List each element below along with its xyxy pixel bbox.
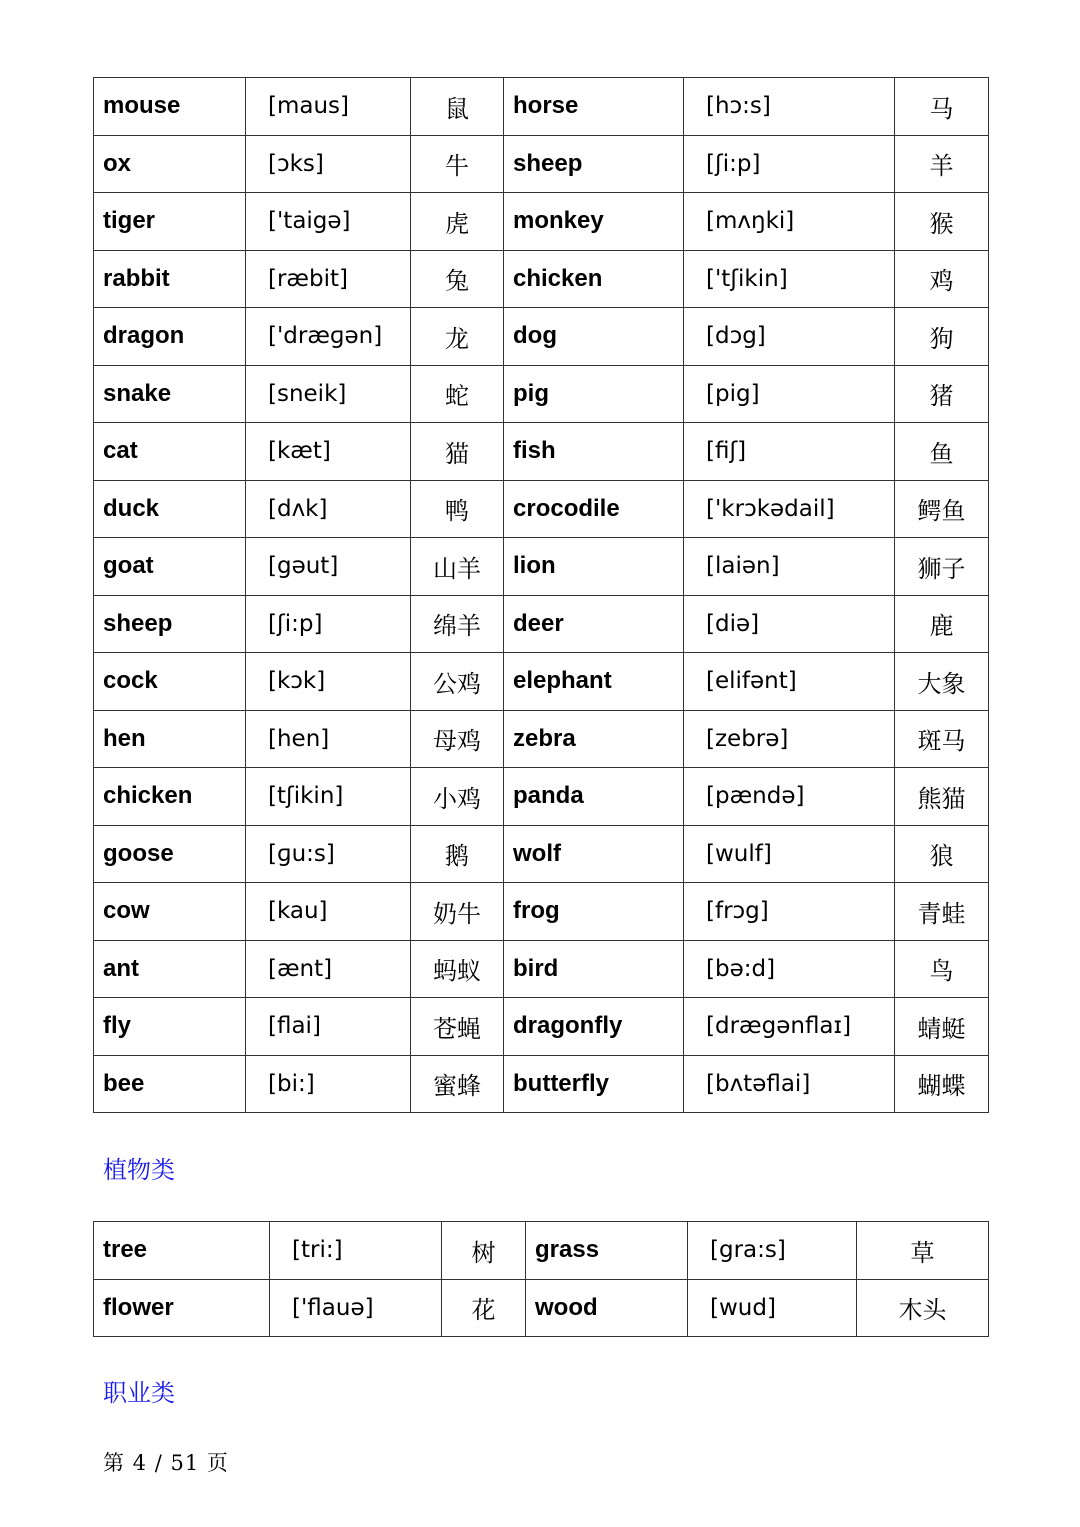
entry-ipa-cell: ['dræɡən] [246, 308, 411, 366]
entry-cn-cell: 蛇 [411, 365, 504, 423]
entry-cn-cell: 树 [442, 1222, 526, 1280]
table-row [94, 308, 989, 366]
entry-cn-cell: 草 [857, 1222, 989, 1280]
entry-cn-cell: 蜻蜓 [895, 998, 989, 1056]
table-row [94, 365, 989, 423]
entry-ipa-cell: [bə:d] [684, 940, 895, 998]
entry-word-cell: goat [94, 538, 246, 596]
entry-cn-cell: 花 [442, 1279, 526, 1337]
entry-cn-cell: 猪 [895, 365, 989, 423]
entry-ipa-cell: [bi:] [246, 1055, 411, 1113]
entry-cn-cell: 山羊 [411, 538, 504, 596]
entry-cn-cell: 狗 [895, 308, 989, 366]
table-row [94, 78, 989, 136]
entry-ipa-cell: ['flauə] [270, 1279, 442, 1337]
entry-cn-cell: 鸭 [411, 480, 504, 538]
table-row [94, 480, 989, 538]
table-row [94, 998, 989, 1056]
entry-cn-cell: 小鸡 [411, 768, 504, 826]
entry-word-cell: horse [504, 78, 684, 136]
entry-cn-cell: 苍蝇 [411, 998, 504, 1056]
table-row [94, 1279, 989, 1337]
entry-ipa-cell: [gəut] [246, 538, 411, 596]
entry-ipa-cell: [tri:] [270, 1222, 442, 1280]
entry-word-cell: dog [504, 308, 684, 366]
entry-word-cell: bee [94, 1055, 246, 1113]
entry-ipa-cell: [hen] [246, 710, 411, 768]
entry-ipa-cell: [elifənt] [684, 653, 895, 711]
page-number: 第 4 / 51 页 [103, 1451, 229, 1475]
entry-cn-cell: 鹿 [895, 595, 989, 653]
entry-ipa-cell: ['tʃikin] [684, 250, 895, 308]
entry-word-cell: wolf [504, 825, 684, 883]
table-row [94, 653, 989, 711]
entry-ipa-cell: [tʃikin] [246, 768, 411, 826]
entry-word-cell: lion [504, 538, 684, 596]
entry-ipa-cell: [maus] [246, 78, 411, 136]
entry-word-cell: duck [94, 480, 246, 538]
entry-cn-cell: 母鸡 [411, 710, 504, 768]
entry-cn-cell: 蚂蚁 [411, 940, 504, 998]
entry-cn-cell: 鳄鱼 [895, 480, 989, 538]
entry-word-cell: deer [504, 595, 684, 653]
entry-word-cell: panda [504, 768, 684, 826]
entry-cn-cell: 鹅 [411, 825, 504, 883]
entry-ipa-cell: [diə] [684, 595, 895, 653]
entry-word-cell: cat [94, 423, 246, 481]
entry-ipa-cell: [dɔg] [684, 308, 895, 366]
entry-ipa-cell: [drægənflaɪ] [684, 998, 895, 1056]
table-row [94, 193, 989, 251]
plants-table-body [94, 1222, 989, 1337]
entry-word-cell: ox [94, 135, 246, 193]
entry-word-cell: elephant [504, 653, 684, 711]
entry-ipa-cell: [hɔ:s] [684, 78, 895, 136]
entry-word-cell: sheep [94, 595, 246, 653]
entry-ipa-cell: [zebrə] [684, 710, 895, 768]
entry-word-cell: wood [526, 1279, 688, 1337]
entry-word-cell: dragonfly [504, 998, 684, 1056]
entry-cn-cell: 绵羊 [411, 595, 504, 653]
entry-ipa-cell: [flai] [246, 998, 411, 1056]
entry-ipa-cell: [ʃi:p] [246, 595, 411, 653]
entry-cn-cell: 龙 [411, 308, 504, 366]
entry-cn-cell: 蜜蜂 [411, 1055, 504, 1113]
entry-word-cell: tree [94, 1222, 270, 1280]
entry-word-cell: frog [504, 883, 684, 941]
table-row [94, 768, 989, 826]
entry-cn-cell: 斑马 [895, 710, 989, 768]
entry-cn-cell: 熊猫 [895, 768, 989, 826]
plants-vocab-table [93, 1221, 989, 1337]
entry-word-cell: rabbit [94, 250, 246, 308]
entry-cn-cell: 木头 [857, 1279, 989, 1337]
entry-ipa-cell: [laiən] [684, 538, 895, 596]
entry-cn-cell: 大象 [895, 653, 989, 711]
entry-cn-cell: 狼 [895, 825, 989, 883]
entry-ipa-cell: [kɔk] [246, 653, 411, 711]
table-row [94, 825, 989, 883]
entry-ipa-cell: [wud] [688, 1279, 857, 1337]
entry-word-cell: ant [94, 940, 246, 998]
entry-word-cell: sheep [504, 135, 684, 193]
entry-cn-cell: 牛 [411, 135, 504, 193]
entry-ipa-cell: [frɔg] [684, 883, 895, 941]
entry-word-cell: cow [94, 883, 246, 941]
entry-ipa-cell: [wulf] [684, 825, 895, 883]
entry-word-cell: chicken [94, 768, 246, 826]
entry-word-cell: zebra [504, 710, 684, 768]
table-row [94, 940, 989, 998]
entry-ipa-cell: [fiʃ] [684, 423, 895, 481]
entry-ipa-cell: [pændə] [684, 768, 895, 826]
table-row [94, 1055, 989, 1113]
entry-ipa-cell: [ɡu:s] [246, 825, 411, 883]
entry-word-cell: dragon [94, 308, 246, 366]
entry-ipa-cell: ['taigə] [246, 193, 411, 251]
entry-word-cell: bird [504, 940, 684, 998]
entry-word-cell: fly [94, 998, 246, 1056]
table-row [94, 135, 989, 193]
entry-ipa-cell: [ɔks] [246, 135, 411, 193]
table-row [94, 710, 989, 768]
entry-cn-cell: 青蛙 [895, 883, 989, 941]
entry-ipa-cell: [pig] [684, 365, 895, 423]
entry-ipa-cell: [mʌŋki] [684, 193, 895, 251]
entry-word-cell: pig [504, 365, 684, 423]
entry-ipa-cell: [dʌk] [246, 480, 411, 538]
entry-cn-cell: 鸟 [895, 940, 989, 998]
entry-word-cell: snake [94, 365, 246, 423]
entry-ipa-cell: [kæt] [246, 423, 411, 481]
entry-word-cell: crocodile [504, 480, 684, 538]
entry-cn-cell: 兔 [411, 250, 504, 308]
animals-vocab-table [93, 77, 989, 1113]
entry-word-cell: flower [94, 1279, 270, 1337]
entry-cn-cell: 猫 [411, 423, 504, 481]
entry-cn-cell: 鱼 [895, 423, 989, 481]
animals-table-body [94, 78, 989, 1113]
entry-ipa-cell: [ʃi:p] [684, 135, 895, 193]
entry-word-cell: cock [94, 653, 246, 711]
entry-ipa-cell: [kau] [246, 883, 411, 941]
table-row [94, 250, 989, 308]
entry-ipa-cell: [bʌtəflai] [684, 1055, 895, 1113]
entry-ipa-cell: [gra:s] [688, 1222, 857, 1280]
table-row [94, 423, 989, 481]
entry-word-cell: mouse [94, 78, 246, 136]
entry-ipa-cell: [ræbit] [246, 250, 411, 308]
entry-ipa-cell: [ænt] [246, 940, 411, 998]
entry-cn-cell: 马 [895, 78, 989, 136]
entry-word-cell: monkey [504, 193, 684, 251]
entry-cn-cell: 鸡 [895, 250, 989, 308]
entry-cn-cell: 蝴蝶 [895, 1055, 989, 1113]
entry-cn-cell: 羊 [895, 135, 989, 193]
table-row [94, 538, 989, 596]
entry-word-cell: butterfly [504, 1055, 684, 1113]
plants-heading: 植物类 [103, 1156, 175, 1184]
entry-cn-cell: 鼠 [411, 78, 504, 136]
entry-ipa-cell: ['krɔkədail] [684, 480, 895, 538]
table-row [94, 883, 989, 941]
entry-cn-cell: 狮子 [895, 538, 989, 596]
entry-word-cell: chicken [504, 250, 684, 308]
entry-word-cell: fish [504, 423, 684, 481]
entry-cn-cell: 奶牛 [411, 883, 504, 941]
entry-cn-cell: 虎 [411, 193, 504, 251]
entry-cn-cell: 猴 [895, 193, 989, 251]
table-row [94, 1222, 989, 1280]
entry-word-cell: hen [94, 710, 246, 768]
table-row [94, 595, 989, 653]
entry-word-cell: tiger [94, 193, 246, 251]
entry-word-cell: goose [94, 825, 246, 883]
occupations-heading: 职业类 [103, 1379, 175, 1407]
entry-ipa-cell: [sneik] [246, 365, 411, 423]
entry-cn-cell: 公鸡 [411, 653, 504, 711]
entry-word-cell: grass [526, 1222, 688, 1280]
